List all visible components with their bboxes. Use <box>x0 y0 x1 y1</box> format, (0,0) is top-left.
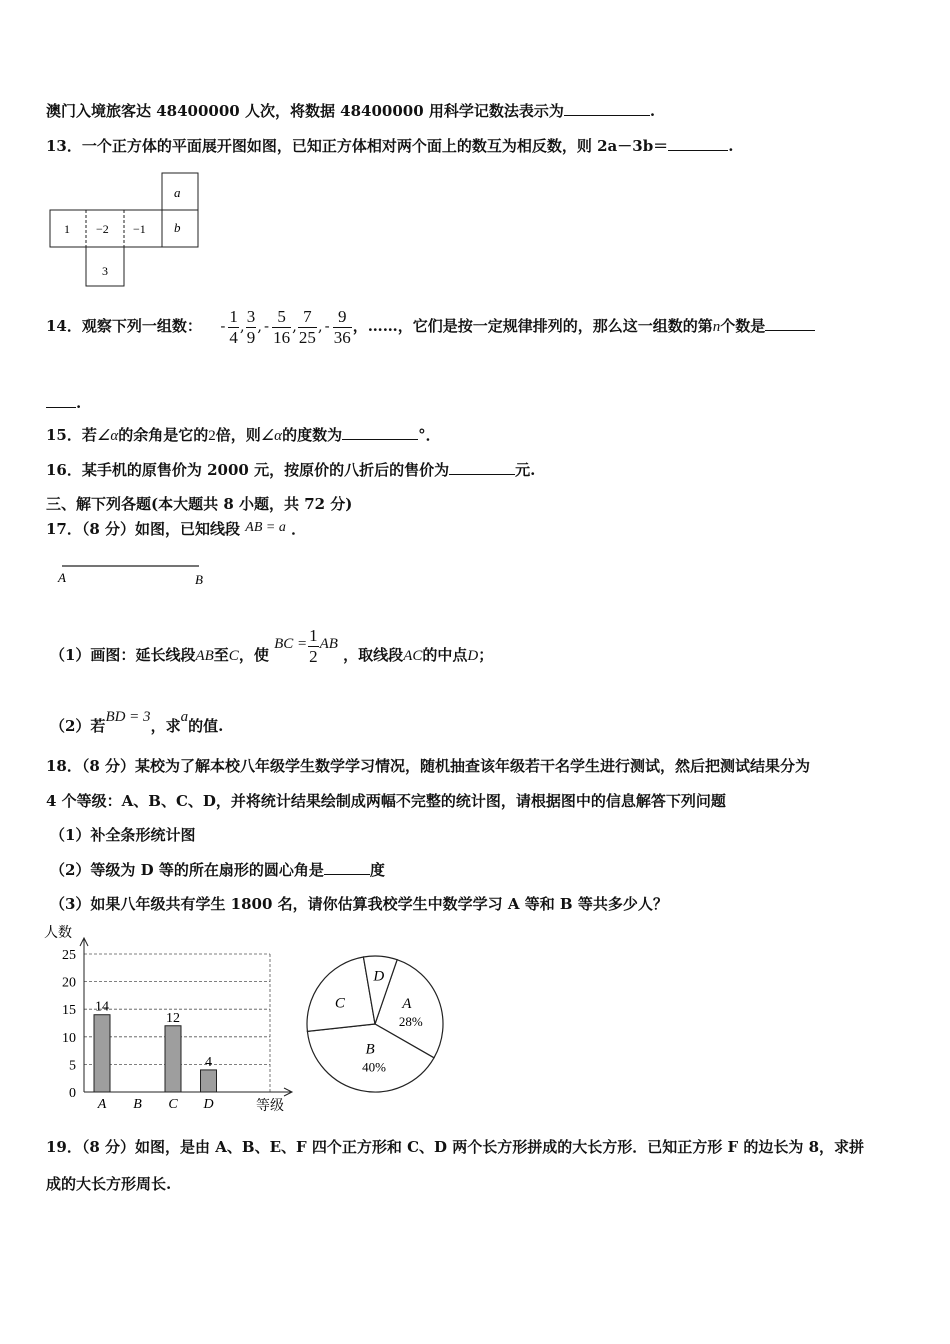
q18-line2: 4 个等级：A、B、C、D，并将统计结果绘制成两幅不完整的统计图，请根据图中的信息解答下列问题 <box>46 792 726 810</box>
q14-fraction-den: 16 <box>273 327 291 347</box>
q17-part2 <box>50 700 223 743</box>
q14-sign: - <box>220 317 226 335</box>
q14-fraction-num: 7 <box>298 307 317 328</box>
q17-p1-frac-den: 2 <box>309 647 318 666</box>
q12-line: 澳门入境旅客达 48400000 人次，将数据 48400000 用科学记数法表示为 . <box>46 102 656 120</box>
cube-net-figure <box>48 170 203 292</box>
q17-p1-ab: AB <box>195 648 214 664</box>
net-face-b: b <box>174 220 181 235</box>
q12-text: 澳门入境旅客达 48400000 人次，将数据 48400000 用科学记数法表示为 <box>46 102 564 120</box>
section-3-title: 三、解下列各题(本大题共 8 小题，共 72 分) <box>46 495 353 513</box>
bar-ytick-label: 15 <box>62 1003 76 1019</box>
q17-p1-g: ； <box>478 646 494 664</box>
q14-answer-blank-cont <box>46 393 76 408</box>
q17-p1-f: 的中点 <box>422 646 468 664</box>
q13-text: 13．一个正方体的平面展开图如图，已知正方体相对两个面上的数互为相反数，则 2a－3b＝ <box>46 137 669 155</box>
q14-fraction-num: 9 <box>333 307 352 328</box>
q13-answer-blank <box>668 136 728 151</box>
q17-p2-a: （2）若 <box>50 717 106 735</box>
bar-category-A: A <box>97 1097 107 1112</box>
bar-chart-xlabel: 等级 <box>256 1099 284 1114</box>
q15-text-a: 15．若 <box>46 426 97 444</box>
pie-chart <box>300 950 450 1100</box>
q15-text-b: 的余角是它的 <box>118 426 209 444</box>
q17-lead: 17．（8 分）如图，已知线段 <box>46 520 241 538</box>
q14-comma: , <box>317 317 323 335</box>
q14-n: n <box>712 319 721 335</box>
net-face-neg1: −1 <box>133 222 146 236</box>
q18-part1: （1）补全条形统计图 <box>50 826 196 844</box>
q17-p1-e: ，取线段 <box>343 646 404 664</box>
q17-p1-d: ，使 <box>238 646 269 664</box>
q14-fraction-den: 25 <box>298 327 316 347</box>
q18-p2-unit: 度 <box>369 861 385 879</box>
q17-p1-fraction <box>308 626 319 667</box>
q14-sign: - <box>324 317 330 335</box>
q15-line <box>46 425 441 446</box>
q14-fraction <box>272 307 291 348</box>
pie-value-B: 40% <box>362 1059 386 1075</box>
q17-p2-b: ，求 <box>150 717 181 735</box>
pie-label-C: C <box>334 995 345 1012</box>
q15-text-e: °． <box>418 426 441 444</box>
bar-A <box>94 1015 110 1092</box>
q14-fraction-den: 4 <box>229 327 238 347</box>
bar-chart <box>40 922 300 1114</box>
segment-ab-figure <box>54 560 214 590</box>
bar-data-label-A: 14 <box>95 999 109 1015</box>
pie-label-A: A <box>402 996 412 1013</box>
q17-part1 <box>50 616 493 684</box>
q17-p1-c: C <box>228 648 239 664</box>
q18-line1: 18．（8 分）某校为了解本校八年级学生数学学习情况，随机抽查该年级若干名学生进行测试，然后把测试结果分为 <box>46 757 811 775</box>
q18-p2-blank <box>324 860 370 875</box>
q14-tail-a: ，……，它们是按一定规律排列的，那么这一组数的第 <box>352 317 713 335</box>
q17-p1-dpt: D <box>467 648 479 664</box>
bar-chart-ylabel: 人数 <box>44 926 72 941</box>
bar-ytick-label: 0 <box>69 1086 76 1101</box>
q17-p1-b: 至 <box>213 646 229 664</box>
q14-fraction-num: 3 <box>246 306 256 326</box>
net-face-neg2: −2 <box>96 222 109 236</box>
q17-line: 17．（8 分）如图，已知线段 AB = a ． <box>46 520 307 538</box>
pie-label-D: D <box>373 968 385 985</box>
bar-D <box>201 1070 217 1092</box>
q14-fraction-den: 36 <box>333 327 351 347</box>
bar-chart-categories <box>97 1097 214 1112</box>
net-face-a: a <box>174 185 181 200</box>
bar-data-label-C: 12 <box>166 1010 180 1026</box>
q14-line <box>46 306 815 348</box>
q15-two: 2 <box>208 428 216 444</box>
pie-label-B: B <box>365 1041 375 1058</box>
q16-unit: 元. <box>515 461 536 479</box>
net-face-1: 1 <box>64 222 70 236</box>
q17-p1-ac: AC <box>403 648 423 664</box>
q14-comma: , <box>239 317 245 335</box>
q17-p2-c: 的值. <box>188 717 224 735</box>
q14-fraction-num: 5 <box>272 307 291 328</box>
q17-p2-bd: BD = 3 <box>105 709 151 725</box>
q17-expr: AB = a <box>245 520 286 535</box>
bar-chart-yticks <box>62 948 76 1101</box>
bar-ytick-label: 25 <box>62 948 76 963</box>
q14-tail-b: 个数是 <box>720 317 766 335</box>
q17-p2-var: a <box>180 709 189 725</box>
q14-line-cont: . <box>46 393 81 413</box>
q16-answer-blank <box>449 460 515 475</box>
bar-C <box>165 1026 181 1092</box>
q14-fraction <box>228 307 239 348</box>
q15-angle-2: ∠α <box>260 428 283 444</box>
q16-line <box>46 460 535 480</box>
q14-comma: , <box>292 317 297 335</box>
q14-fraction-den: 9 <box>246 327 256 347</box>
q14-fraction <box>246 307 257 348</box>
pie-value-A: 28% <box>398 1014 423 1030</box>
q19-line2: 成的大长方形周长. <box>46 1175 172 1193</box>
bar-category-C: C <box>168 1097 178 1112</box>
q14-fraction <box>333 307 352 348</box>
bar-chart-axes <box>80 938 292 1096</box>
q13-line: 13．一个正方体的平面展开图如图，已知正方体相对两个面上的数互为相反数，则 2a－3b＝ . <box>46 137 734 155</box>
q12-answer-blank <box>564 101 650 116</box>
point-b-label: B <box>195 572 203 587</box>
q15-text-c: 倍，则 <box>215 426 261 444</box>
q14-answer-blank <box>765 316 815 331</box>
net-face-3: 3 <box>102 264 108 278</box>
q14-fraction-num: 1 <box>229 306 238 326</box>
q16-text: 16．某手机的原售价为 2000 元，按原价的八折后的售价为 <box>46 461 450 479</box>
q15-answer-blank <box>342 425 418 440</box>
q17-p1-a: （1）画图：延长线段 <box>50 646 196 664</box>
q14-fraction <box>298 307 317 348</box>
bar-category-B: B <box>133 1097 142 1112</box>
q17-p1-frac-num: 1 <box>309 626 318 645</box>
q18-p2-text: （2）等级为 D 等的所在扇形的圆心角是 <box>50 861 324 879</box>
q14-lead: 14．观察下列一组数： <box>46 317 202 335</box>
q15-text-d: 的度数为 <box>282 426 343 444</box>
q17-p1-rhs: AB <box>319 636 338 652</box>
bar-ytick-label: 20 <box>62 975 76 991</box>
q14-sequence <box>218 306 352 347</box>
bar-data-label-D: 4 <box>205 1054 212 1070</box>
q17-p1-lhs: BC = <box>274 636 308 652</box>
q19-line1: 19．（8 分）如图，是由 A、B、E、F 四个正方形和 C、D 两个长方形拼成的大长方形．已知正方形 F 的边长为 8，求拼 <box>46 1138 865 1156</box>
bar-ytick-label: 10 <box>62 1030 76 1046</box>
bar-category-D: D <box>203 1097 214 1112</box>
point-a-label: A <box>58 570 66 585</box>
bar-chart-bars <box>94 1000 217 1092</box>
bar-ytick-label: 5 <box>69 1058 76 1074</box>
q15-angle: ∠α <box>96 428 119 444</box>
q18-part2 <box>50 860 385 880</box>
q14-sign: - <box>263 317 270 335</box>
q18-part3: （3）如果八年级共有学生 1800 名，请你估算我校学生中数学学习 A 等和 B 等共多少人？ <box>50 895 668 913</box>
q14-comma: , <box>257 317 262 335</box>
